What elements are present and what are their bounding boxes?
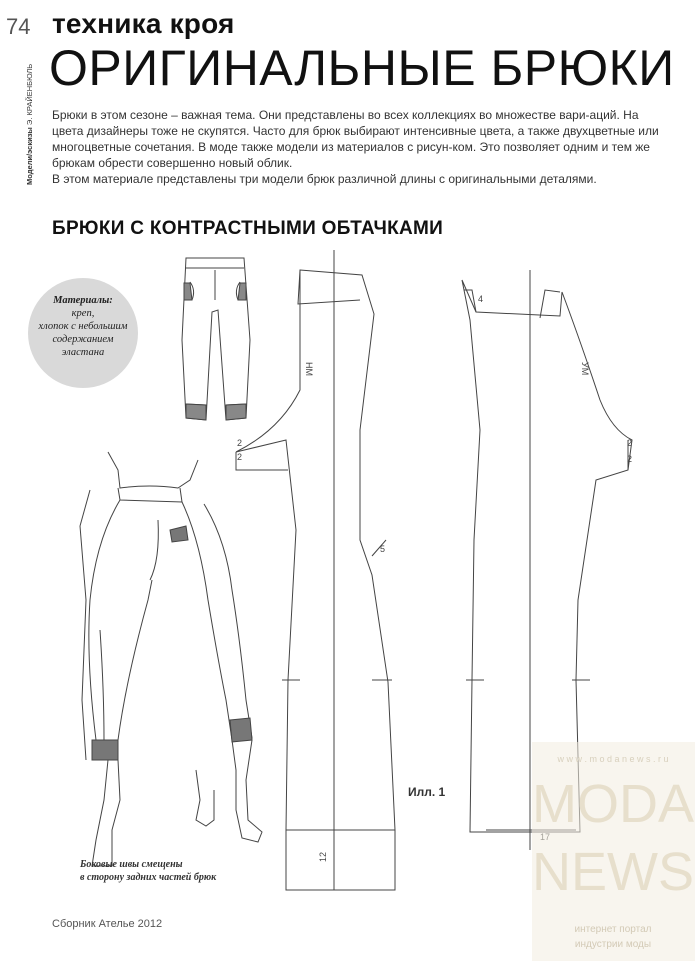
section-title: техника кроя <box>52 8 235 39</box>
front-label: НМ <box>304 362 314 376</box>
figure-caption: Боковые швы смещены в сторону задних частей брюк <box>80 859 217 883</box>
footer-source: Сборник Ателье 2012 <box>52 918 163 930</box>
intro-paragraph-1: Брюки в этом сезоне – важная тема. Они представлены во всех коллекциях во множестве вари-аций. На цвета дизайнеры тоже не скупятся. Часто для брюк выбирают интенсивные цвета, а также двухцветные или многоцветные сочетания. В моде также модели из материалов с рисун-ком. Это позволяет одним и тем же брюкам обрести совершенно новый облик. <box>52 108 659 170</box>
intro-paragraph-2: В этом материале представлены три модели брюк различной длины с оригинальными деталями. <box>52 172 597 186</box>
dim-waistband: 4 <box>478 294 484 304</box>
watermark-url: w w w . m o d a n e w s . r u <box>557 754 669 764</box>
dim-hem-right-2: 2 <box>627 454 633 464</box>
dim-side: 5 <box>380 544 386 554</box>
materials-heading: Материалы: <box>53 295 113 306</box>
watermark-tag-2: индустрии моды <box>574 939 652 950</box>
watermark-line-1: MODA <box>532 774 694 834</box>
figure-sketch <box>80 452 262 866</box>
dim-hem-left-2: 2 <box>237 452 243 462</box>
back-label: УМ <box>580 362 590 376</box>
dim-hem-left: 2 <box>237 438 243 448</box>
front-pattern-piece <box>236 250 395 890</box>
materials-text: креп, хлопок с небольшим содержанием эластана <box>38 308 128 358</box>
illustration-label: Илл. 1 <box>408 785 446 799</box>
modanews-watermark <box>532 742 695 961</box>
dim-bottom-left: 12 <box>318 851 328 862</box>
watermark-tag-1: интернет портал <box>574 924 652 935</box>
credit-name: Э. КРАЙЕНБЮЛЬ <box>25 63 34 126</box>
dim-hem-right: 2 <box>627 438 633 448</box>
page-number: 74 <box>6 14 31 39</box>
page-title: ОРИГИНАЛЬНЫЕ БРЮКИ <box>49 40 675 96</box>
article-subtitle: БРЮКИ С КОНТРАСТНЫМИ ОБТАЧКАМИ <box>52 218 444 239</box>
flat-sketch <box>182 258 250 420</box>
credit-label: Модели/эскизы <box>25 127 34 185</box>
watermark-line-2: NEWS <box>532 842 694 902</box>
materials-badge <box>28 278 138 388</box>
